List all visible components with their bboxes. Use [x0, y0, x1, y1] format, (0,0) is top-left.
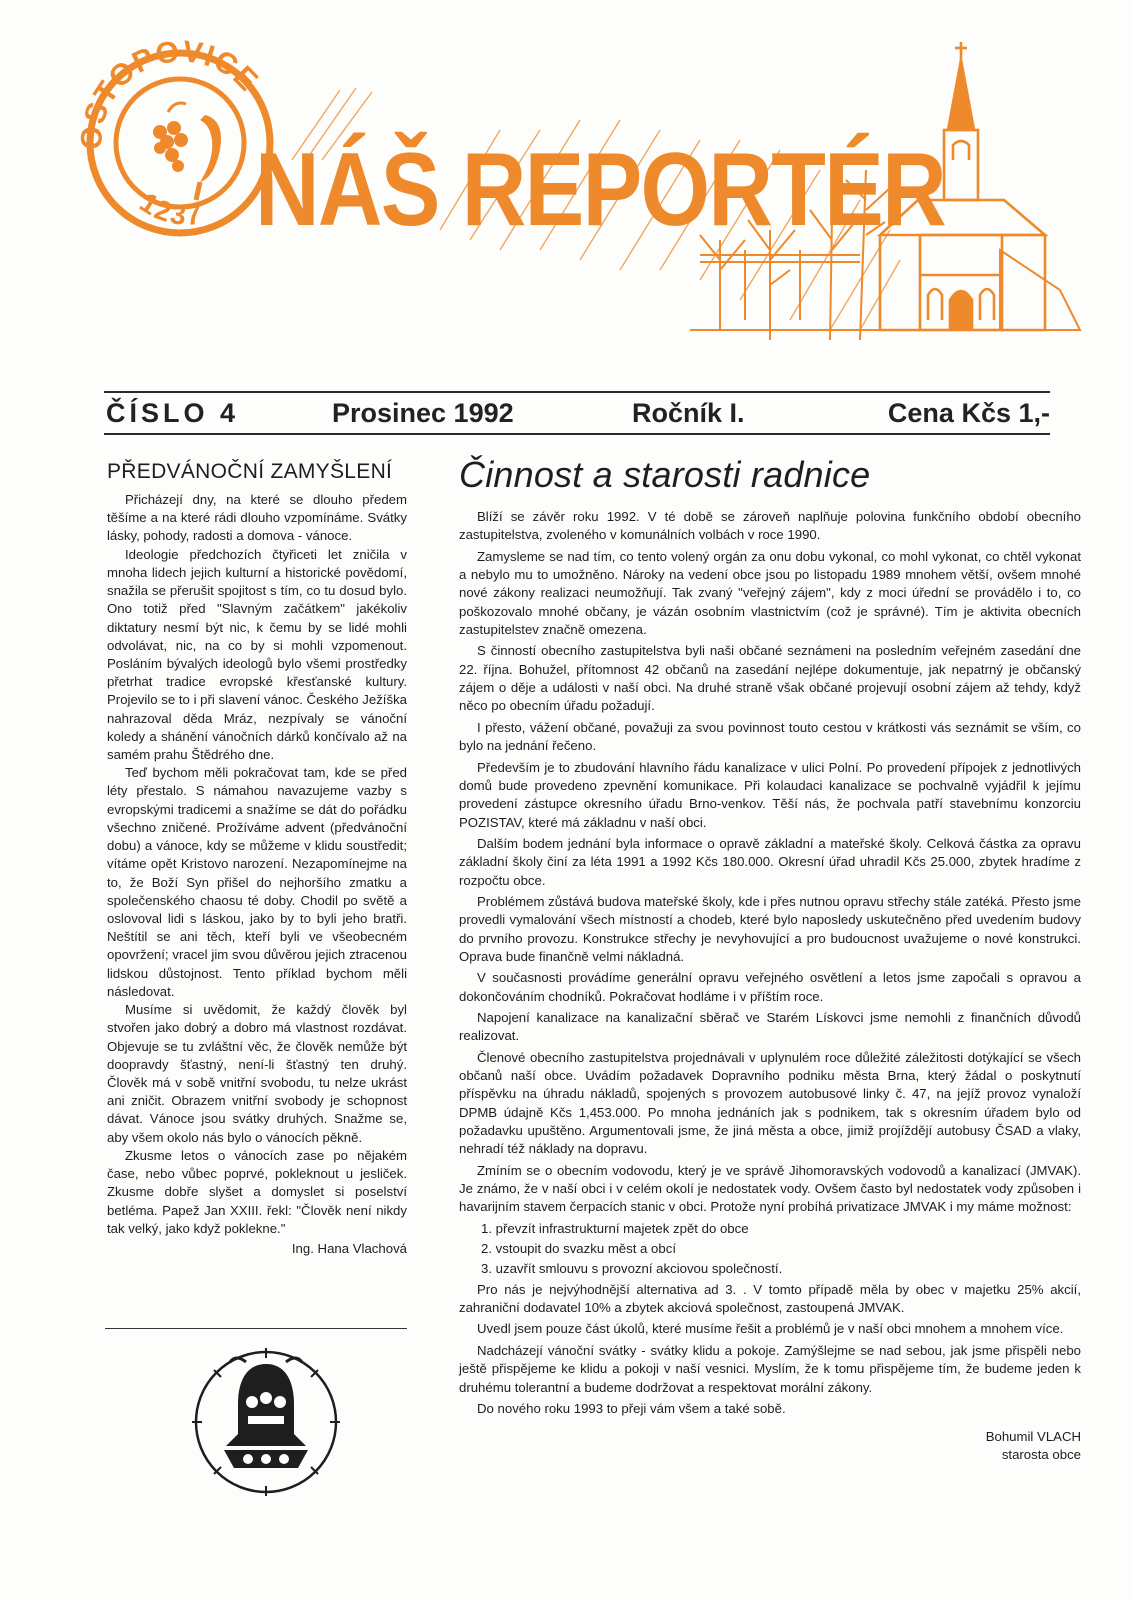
right-article-paragraph: Uvedl jsem pouze část úkolů, které musíme řešit a problémů je v naší obci mnohem a mnohem více.	[477, 1321, 1064, 1337]
right-article-paragraph: Zamysleme se nad tím, co tento volený orgán za onu dobu vykonal, co mohl vykonat, co chtěl vykonat a nebylo mu to umožněno. Nároky na vedení obce jsou po listopadu 1989 mnohem větší, ovšem mnohé nové zákony realizaci neumožňují. Tak zvaný "veřejný zájem", kdy z moci úřední se provádělo i to, co poškozovalo mnohé občany, je vázán osobním vlastnictvím (což je správné). Tím je aktivita obecních zastupitelstev značně omezena.	[459, 548, 1081, 638]
bell-emblem-icon	[186, 1342, 346, 1507]
right-article-paragraph: Pro nás je nejvýhodnější alternativa ad 3. . V tomto případě měla by obec v majetku 25% akcií, zahraniční dodavatel 10% a zbytek akciová společnost, zastoupená JMVAK.	[459, 1281, 1081, 1316]
list-item: 3. uzavřít smlouvu s provozní akciovou společností.	[481, 1261, 783, 1277]
left-article-paragraph: Přicházejí dny, na které se dlouho předem těšíme a na které rádi dlouho vzpomínáme. Svátky lásky, pohody, radosti a domova - vánoce.	[107, 491, 407, 544]
logo-year: 1237	[134, 186, 205, 232]
right-article-paragraph: Členové obecního zastupitelstva projednávali v uplynulém roce důležité záležitosti dotýkající se všech občanů naší obce. Uvádím požadavek Dopravního podniku města Brna, který žádal o poskytnutí příspěvku na úhradu nákladů, spojených s provozem autobusové linky č. 47, na jejíž provoz vynaloží DPMB údajně Kčs 1,453.000. Po mnoha jednáních jak s podnikem, tak s okresním úřadem bylo od požadavku upuštěno. Argumentovali jsme, že jiná města a obce, jimiž projíždějí autobusy ČSAD a vlaky, nehradí též náklady na dopravu.	[459, 1049, 1081, 1157]
newspaper-title: NÁŠ REPORTÉR	[255, 132, 945, 248]
signature-name: Bohumil VLACH	[985, 1429, 1081, 1445]
left-article-heading: PŘEDVÁNOČNÍ ZAMYŠLENÍ	[107, 460, 393, 483]
right-article-paragraph: S činností obecního zastupitelstva byli naši občané seznámeni na posledním veřejném zasedání dne 22. října. Bohužel, přítomnost 42 občanů na zasedání nejlépe dokumentuje, jak nepatrný je občanský zájem o děje a události v naší obci. Na druhé straně však občané projevují osobní zájem až tehdy, když něco po obecním úřadu požadují.	[459, 643, 1081, 714]
left-article-paragraph: Ideologie předchozích čtyřiceti let zničila v mnoha lidech jejich kulturní a historické povědomí, snažila se přerušit spojitost s tím, co tu dosud bylo. Ono totiž před "Slavným začátkem" jakékoliv diktatury nesmí být nic, k čemu by se lidé mohli odvolávat, nic, na co by si mohli vzpomenout. Posláním bývalých ideologů bylo všemi prostředky přetrhat tradice evropské křesťanské kultury. Projevilo se to i při slavení vánoc. Českého Ježíška nahrazoval děda Mráz, nezpívaly se vánoční koledy a shánění vánočních dárků končívalo až na samém prahu Štědrého dne.	[107, 546, 407, 763]
left-article	[107, 458, 407, 1258]
right-article-paragraph: V současnosti provádíme generální opravu veřejného osvětlení a letos jsme započali s opravou a dokončováním chodníků. Pokračovat hodláme i v příštím roce.	[459, 970, 1081, 1004]
left-article-paragraph: Musíme si uvědomit, že každý člověk byl stvořen jako dobrý a dobro má vlastnost rozdávat. Objevuje se tu zvláštní věc, že člověk nemůže být doopravdy šťastný, není-li šťastný ten druhý. Člověk má v sobě vnitřní svobodu, tu nelze ukrást ani zničit. Obrazem vnitřní svobody je schopnost dávat. Vánoce jsou svátky druhých. Snažme se, aby všem okolo nás bylo o vánocích pěkně.	[107, 1002, 407, 1145]
right-article-paragraph: Do nového roku 1993 to přeji vám všem a také sobě.	[477, 1400, 786, 1416]
right-article-paragraph: Dalším bodem jednání byla informace o opravě základní a mateřské školy. Celková částka za opravu základní školy činí za léta 1991 a 1992 Kčs 180.000. Okresní úřad uhradil Kčs 25.000, zbytek hradíme z rozpočtu obce.	[459, 835, 1081, 888]
issue-volume: Ročník I.	[632, 398, 745, 428]
right-article-paragraph: Problémem zůstává budova mateřské školy, kde i přes nutnou opravu střechy stále zatéká. Přesto jsme provedli vymalování všech místností a chodeb, které bylo naposledy uskutečněno před uvedením budovy do prvního provozu. Konstrukce střechy je nevyhovující a pro budoucnost uvažujeme o nové konstrukci. Oprava bude finančně velmi nákladná.	[459, 893, 1081, 964]
right-article-paragraph: Nadcházejí vánoční svátky - svátky klidu a pokoje. Zamýšlejme se nad sebou, jak jsme přispěli nebo ještě přispějeme ke klidu a pokoji v naší vesnici. Myslím, že k tomu přispějeme tím, že budeme jeden k druhému tolerantní a budeme dodržovat a respektovat morální zákony.	[459, 1342, 1081, 1395]
left-article-paragraph: Zkusme letos o vánocích zase po nějakém čase, nebo vůbec poprvé, pokleknout u jesliček. Zkusme dobře slyšet a domyslet si poselství betléma. Papež Jan XXIII. řekl: "Člověk není nikdy tak velký, jako když poklekne."	[107, 1147, 407, 1236]
column-divider	[105, 1328, 407, 1329]
options-list	[459, 1220, 1081, 1279]
masthead	[0, 0, 1131, 385]
left-article-paragraph: Teď bychom měli pokračovat tam, kde se před léty přestalo. S námahou navazujeme vazby s evropskými tradicemi a snažíme se dát do pořádku všechno zničené. Prožíváme advent (předvánoční dobu) a vánoce, kdy se můžeme v klidu soustředit; vítáme opět Kristovo narození. Nezapomínejme na to, že Boží Syn přišel do nejhoršího zmatku a společenského chaosu té doby. Chodil po světě a oslovoval lidi s láskou, jako by to byli jeho bratři. Neštítil se ani těch, kteří byli ve všeobecném opovržení; vracel jim svou důvěrou jejich ztracenou lidskou důstojnost. Tento příklad bychom měli následovat.	[107, 765, 407, 999]
right-article	[459, 450, 1081, 1464]
right-article-paragraph: Blíží se závěr roku 1992. V té době se zároveň naplňuje polovina funkčního období obecního zastupitelstva, zvoleného v komunálních volbách v roce 1990.	[459, 509, 1081, 543]
left-article-signature: Ing. Hana Vlachová	[291, 1240, 407, 1256]
logo-town-name: OSTOPOVICE	[75, 34, 265, 151]
right-article-signature	[459, 1428, 1081, 1464]
issue-info-bar	[104, 391, 1050, 435]
right-article-paragraph: Především je to zbudování hlavního řádu kanalizace v ulici Polní. Po provedení přípojek z jednotlivých domů bude provedeno zpevnění komunikace. Při kolaudaci kanalizace se pochvalně vyjádřil k jejímu provedení zástupce okresního úřadu Brno-venkov. Těší nás, že pochvala patří stavebnímu konzorciu POZISTAV, které má základnu v naší obci.	[459, 759, 1081, 830]
right-article-heading: Činnost a starosti radnice	[459, 454, 871, 495]
issue-date: Prosinec 1992	[332, 398, 514, 428]
right-article-paragraph: Zmíním se o obecním vodovodu, který je ve správě Jihomoravských vodovodů a kanalizací (JMVAK). Je známo, že v naší obci i v celém okolí je nedostatek vody. Ovšem často byl nedostatek vody způsoben i havarijním stavem čerpacích stanic v obci. Protože nyní probíhá privatizace JMVAK i my máme možnost:	[459, 1162, 1081, 1215]
list-item: 1. převzít infrastrukturní majetek zpět do obce	[481, 1220, 749, 1236]
list-item: 2. vstoupit do svazku měst a obcí	[481, 1241, 676, 1257]
issue-number: ČÍSLO 4	[106, 398, 240, 428]
signature-role: starosta obce	[1001, 1447, 1081, 1462]
issue-price: Cena Kčs 1,-	[887, 398, 1050, 428]
right-article-paragraph: I přesto, vážení občané, považuji za svou povinnost touto cestou v krátkosti vás seznámit se vším, co bylo na jednání řečeno.	[459, 719, 1081, 754]
right-article-paragraph: Napojení kanalizace na kanalizační sběrač ve Starém Lískovci jsme nemohli z finančních důvodů realizovat.	[459, 1009, 1081, 1044]
